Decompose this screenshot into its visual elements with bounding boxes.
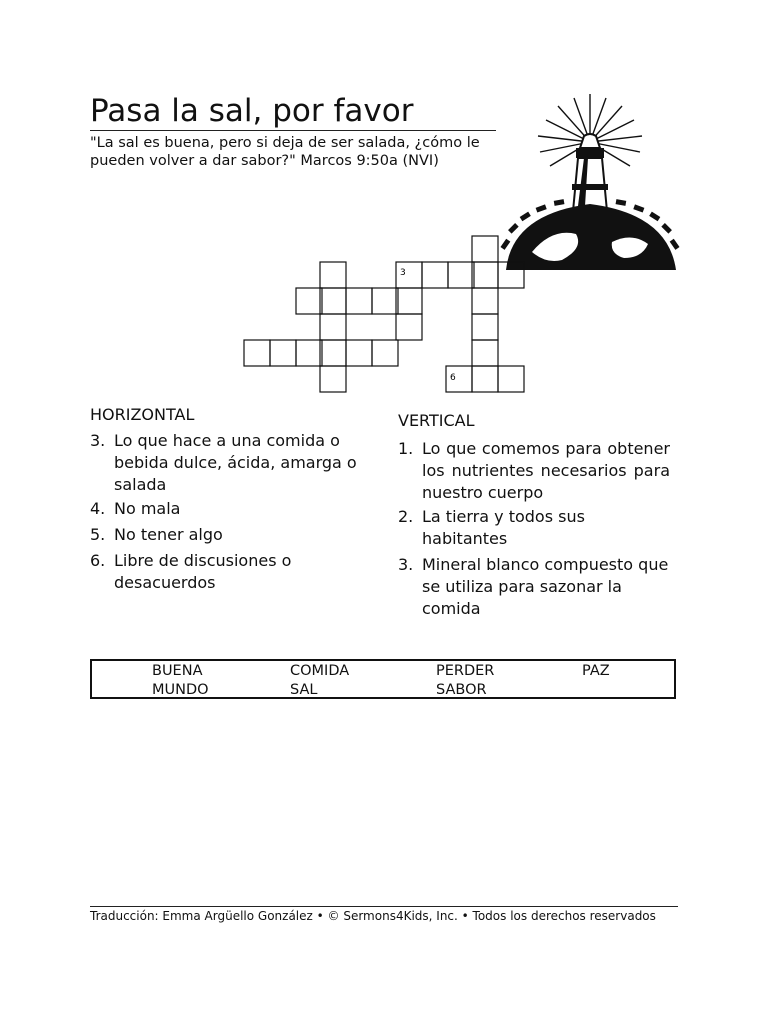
footer-credits: Traducción: Emma Argüello González • © Sermons4Kids, Inc. • Todos los derechos reservados [90,909,656,923]
clue-number-6: 6 [450,373,456,383]
list-item [90,430,380,496]
clue-number: 2. [398,507,414,526]
clue-number: 3. [90,431,106,450]
clue-text: No mala [114,499,181,518]
footer-divider [90,906,678,907]
list-item [398,438,670,504]
clue-number-3: 3 [400,268,406,278]
word-bank-item: COMIDA [290,663,350,679]
word-bank-item: SABOR [436,682,487,698]
list-item [90,498,380,520]
bible-verse: "La sal es buena, pero si deja de ser salada, ¿cómo le pueden volver a dar sabor?" Marcos 9:50a (NVI) [90,135,480,169]
word-bank-item: SAL [290,682,318,698]
horizontal-heading: HORIZONTAL [90,405,195,424]
word-bank [90,659,676,699]
clue-number: 5. [90,525,106,544]
vertical-heading: VERTICAL [398,411,475,430]
list-item [90,550,380,594]
clue-number: 6. [90,551,106,570]
word-bank-item: BUENA [152,663,203,679]
word-bank-item: PERDER [436,663,495,679]
clue-text: Lo que hace a una comida o bebida dulce, ácida, amarga o salada [114,431,357,494]
word-bank-item: MUNDO [152,682,209,698]
list-item [398,554,670,620]
clue-text: No tener algo [114,525,223,544]
clue-text: La tierra y todos sus habitantes [422,507,585,548]
vertical-clues [398,438,670,620]
horizontal-clues [90,430,380,594]
list-item [398,506,670,550]
clue-number: 1. [398,439,414,458]
clue-text: Mineral blanco compuesto que se utiliza para sazonar la comida [422,555,669,618]
word-bank-item: PAZ [582,663,610,679]
clue-text: Libre de discusiones o desacuerdos [114,551,292,592]
clue-text: Lo que comemos para obtener los nutrientes necesarios para nuestro cuerpo [422,439,670,502]
clue-number: 3. [398,555,414,574]
page-title: Pasa la sal, por favor [90,92,496,131]
crossword-grid [240,232,530,402]
list-item [90,524,380,546]
clue-number: 4. [90,499,106,518]
